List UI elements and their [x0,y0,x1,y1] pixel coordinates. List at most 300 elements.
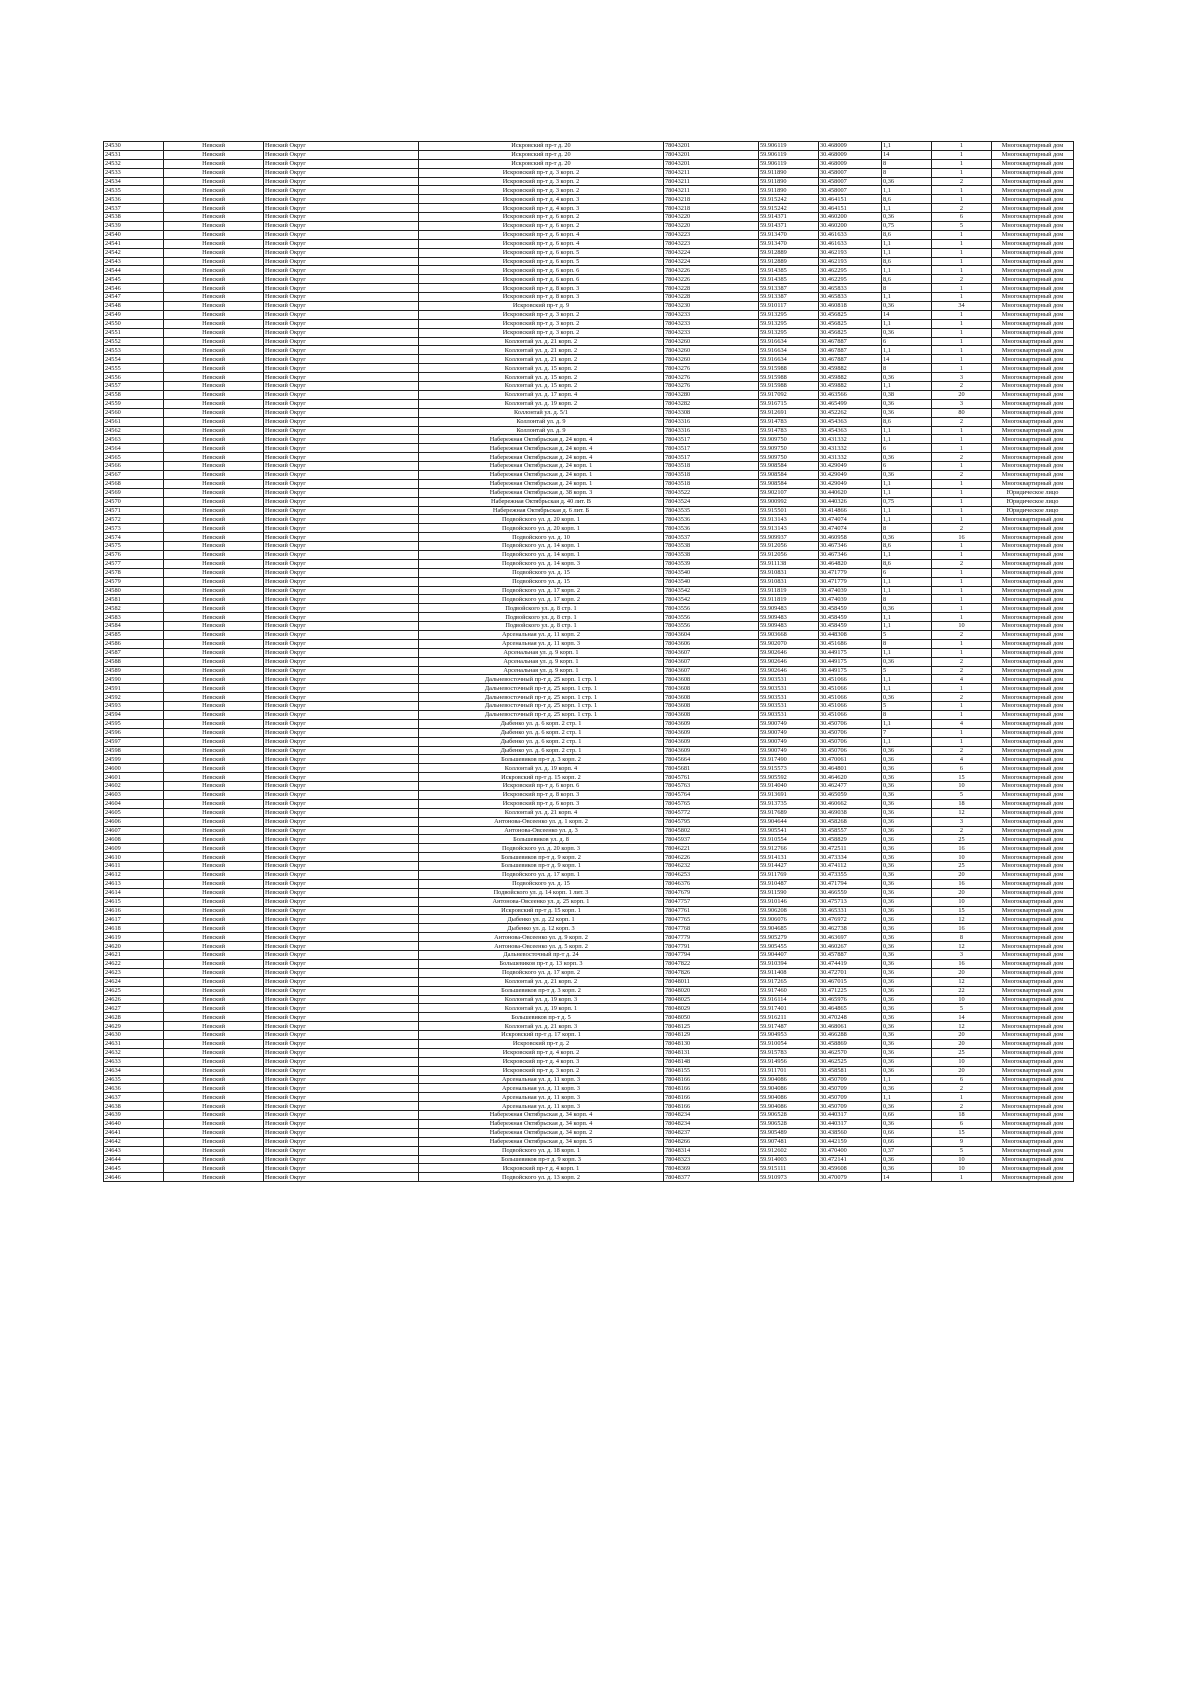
latitude-cell: 59.900749 [759,728,819,737]
container-count-cell: 8 [932,933,992,942]
row-number-cell: 24546 [104,284,164,293]
object-code-cell: 78048237 [664,1128,759,1137]
longitude-cell: 30.440317 [819,1119,882,1128]
container-count-cell: 4 [932,719,992,728]
address-cell: Арсенальная ул. д. 11 корп. 3 [419,1093,664,1102]
district-cell: Невский [164,648,264,657]
longitude-cell: 30.450706 [819,728,882,737]
object-code-cell: 78048131 [664,1048,759,1057]
object-code-cell: 78043538 [664,542,759,551]
object-code-cell: 78046226 [664,853,759,862]
row-number-cell: 24569 [104,488,164,497]
latitude-cell: 59.917092 [759,390,819,399]
row-number-cell: 24641 [104,1128,164,1137]
address-cell: Коллонтай ул. д. 21 корп. 2 [419,346,664,355]
container-count-cell: 2 [932,453,992,462]
row-number-cell: 24634 [104,1066,164,1075]
owner-type-cell: Многоквартирный дом [992,1048,1074,1057]
district-cell: Невский [164,826,264,835]
district-cell: Невский [164,595,264,604]
longitude-cell: 30.440317 [819,1111,882,1120]
owner-type-cell: Многоквартирный дом [992,310,1074,319]
table-row [104,293,1074,302]
table-row [104,1137,1074,1146]
table-row [104,302,1074,311]
latitude-cell: 59.906119 [759,159,819,168]
container-volume-cell: 8 [882,168,932,177]
table-row [104,1057,1074,1066]
district-cell: Невский [164,684,264,693]
latitude-cell: 59.910487 [759,879,819,888]
container-volume-cell: 0,36 [882,799,932,808]
container-volume-cell: 0,36 [882,1022,932,1031]
address-cell: Искровский пр-т д. 15 корп. 1 [419,906,664,915]
address-cell: Подвойского ул. д. 10 [419,533,664,542]
row-number-cell: 24567 [104,470,164,479]
latitude-cell: 59.905455 [759,942,819,951]
container-count-cell: 3 [932,399,992,408]
district-cell: Невский [164,853,264,862]
longitude-cell: 30.468061 [819,1022,882,1031]
latitude-cell: 59.904644 [759,817,819,826]
container-volume-cell: 0,36 [882,897,932,906]
longitude-cell: 30.456825 [819,328,882,337]
container-volume-cell: 0,36 [882,1057,932,1066]
object-code-cell: 78043522 [664,488,759,497]
district-cell: Невский [164,293,264,302]
table-row [104,897,1074,906]
longitude-cell: 30.458869 [819,1039,882,1048]
address-cell: Искровский пр-т д. 6 корп. 4 [419,230,664,239]
owner-type-cell: Многоквартирный дом [992,266,1074,275]
owner-type-cell: Многоквартирный дом [992,230,1074,239]
object-code-cell: 78043609 [664,746,759,755]
row-number-cell: 24611 [104,862,164,871]
container-volume-cell: 1,1 [882,550,932,559]
latitude-cell: 59.916114 [759,995,819,1004]
municipal-district-cell: Невский Округ [264,1057,419,1066]
row-number-cell: 24566 [104,462,164,471]
municipal-district-cell: Невский Округ [264,382,419,391]
address-cell: Искровский пр-т д. 15 корп. 2 [419,773,664,782]
municipal-district-cell: Невский Округ [264,746,419,755]
longitude-cell: 30.458459 [819,622,882,631]
district-cell: Невский [164,844,264,853]
address-cell: Искровский пр-т д. 8 корп. 3 [419,293,664,302]
table-row [104,630,1074,639]
row-number-cell: 24592 [104,693,164,702]
container-volume-cell: 0,36 [882,302,932,311]
longitude-cell: 30.449175 [819,657,882,666]
container-volume-cell: 0,36 [882,1004,932,1013]
object-code-cell: 78043537 [664,533,759,542]
owner-type-cell: Многоквартирный дом [992,959,1074,968]
municipal-district-cell: Невский Округ [264,764,419,773]
owner-type-cell: Многоквартирный дом [992,1128,1074,1137]
object-code-cell: 78043201 [664,159,759,168]
container-volume-cell: 0,36 [882,1031,932,1040]
container-volume-cell: 8,6 [882,195,932,204]
table-row [104,453,1074,462]
object-code-cell: 78046253 [664,871,759,880]
object-code-cell: 78047679 [664,888,759,897]
latitude-cell: 59.917490 [759,755,819,764]
container-volume-cell: 1,1 [882,293,932,302]
container-count-cell: 2 [932,1102,992,1111]
latitude-cell: 59.900749 [759,719,819,728]
container-count-cell: 1 [932,364,992,373]
owner-type-cell: Многоквартирный дом [992,1022,1074,1031]
longitude-cell: 30.474039 [819,595,882,604]
address-cell: Дальневосточный пр-т д. 25 корп. 1 стр. 1 [419,675,664,684]
row-number-cell: 24614 [104,888,164,897]
longitude-cell: 30.465059 [819,791,882,800]
address-cell: Дальневосточный пр-т д. 25 корп. 1 стр. 1 [419,702,664,711]
object-code-cell: 78047791 [664,942,759,951]
municipal-district-cell: Невский Округ [264,968,419,977]
district-cell: Невский [164,355,264,364]
owner-type-cell: Многоквартирный дом [992,577,1074,586]
municipal-district-cell: Невский Округ [264,604,419,613]
district-cell: Невский [164,666,264,675]
owner-type-cell: Многоквартирный дом [992,1111,1074,1120]
municipal-district-cell: Невский Округ [264,799,419,808]
latitude-cell: 59.916715 [759,399,819,408]
municipal-district-cell: Невский Округ [264,853,419,862]
row-number-cell: 24628 [104,1013,164,1022]
object-code-cell: 78043218 [664,195,759,204]
owner-type-cell: Юридическое лицо [992,497,1074,506]
municipal-district-cell: Невский Округ [264,284,419,293]
table-row [104,586,1074,595]
table-row [104,204,1074,213]
container-volume-cell: 0,36 [882,915,932,924]
latitude-cell: 59.916634 [759,346,819,355]
address-cell: Подвойского ул. д. 8 стр. 1 [419,622,664,631]
latitude-cell: 59.912766 [759,844,819,853]
address-cell: Дыбенко ул. д. 6 корп. 2 стр. 1 [419,746,664,755]
longitude-cell: 30.473334 [819,853,882,862]
container-count-cell: 4 [932,755,992,764]
owner-type-cell: Многоквартирный дом [992,168,1074,177]
municipal-district-cell: Невский Округ [264,871,419,880]
object-code-cell: 78047768 [664,924,759,933]
container-volume-cell: 0,36 [882,808,932,817]
latitude-cell: 59.913143 [759,515,819,524]
address-cell: Искровский пр-т д. 4 корп. 2 [419,1048,664,1057]
address-cell: Коллонтай ул. д. 9 [419,417,664,426]
container-volume-cell: 0,36 [882,453,932,462]
container-count-cell: 25 [932,1048,992,1057]
container-count-cell: 18 [932,1111,992,1120]
owner-type-cell: Многоквартирный дом [992,1057,1074,1066]
owner-type-cell: Многоквартирный дом [992,328,1074,337]
container-volume-cell: 0,36 [882,977,932,986]
owner-type-cell: Многоквартирный дом [992,630,1074,639]
owner-type-cell: Многоквартирный дом [992,382,1074,391]
longitude-cell: 30.450709 [819,1093,882,1102]
district-cell: Невский [164,159,264,168]
municipal-district-cell: Невский Округ [264,728,419,737]
row-number-cell: 24619 [104,933,164,942]
row-number-cell: 24638 [104,1102,164,1111]
address-cell: Подвойского ул. д. 14 корп. 1 лит. 3 [419,888,664,897]
address-cell: Арсенальная ул. д. 11 корп. 3 [419,639,664,648]
container-volume-cell: 0,36 [882,399,932,408]
owner-type-cell: Многоквартирный дом [992,195,1074,204]
owner-type-cell: Многоквартирный дом [992,977,1074,986]
address-cell: Коллонтай ул. д. 15 корп. 2 [419,373,664,382]
container-count-cell: 2 [932,657,992,666]
object-code-cell: 78043540 [664,568,759,577]
district-cell: Невский [164,417,264,426]
longitude-cell: 30.451066 [819,675,882,684]
object-code-cell: 78043228 [664,284,759,293]
latitude-cell: 59.917460 [759,986,819,995]
object-code-cell: 78043607 [664,666,759,675]
district-cell: Невский [164,310,264,319]
longitude-cell: 30.467887 [819,346,882,355]
address-cell: Подвойского ул. д. 8 стр. 1 [419,604,664,613]
object-code-cell: 78043276 [664,382,759,391]
object-code-cell: 78043308 [664,408,759,417]
row-number-cell: 24532 [104,159,164,168]
address-cell: Коллонтай ул. д. 19 корп. 1 [419,1004,664,1013]
address-cell: Набережная Октябрьская д. 40 лит. В [419,497,664,506]
latitude-cell: 59.914427 [759,862,819,871]
row-number-cell: 24565 [104,453,164,462]
container-volume-cell: 1,1 [882,622,932,631]
latitude-cell: 59.917401 [759,1004,819,1013]
object-code-cell: 78043316 [664,417,759,426]
longitude-cell: 30.440326 [819,497,882,506]
district-cell: Невский [164,1173,264,1182]
table-row [104,942,1074,951]
municipal-district-cell: Невский Округ [264,275,419,284]
municipal-district-cell: Невский Округ [264,550,419,559]
latitude-cell: 59.910554 [759,835,819,844]
container-count-cell: 2 [932,417,992,426]
table-row [104,684,1074,693]
address-cell: Большевиков пр-т д. 9 корп. 3 [419,1155,664,1164]
row-number-cell: 24538 [104,213,164,222]
longitude-cell: 30.454363 [819,426,882,435]
district-cell: Невский [164,639,264,648]
object-code-cell: 78048050 [664,1013,759,1022]
district-cell: Невский [164,835,264,844]
object-code-cell: 78043542 [664,595,759,604]
container-count-cell: 1 [932,684,992,693]
municipal-district-cell: Невский Округ [264,1146,419,1155]
row-number-cell: 24582 [104,604,164,613]
container-volume-cell: 0,36 [882,871,932,880]
container-count-cell: 1 [932,479,992,488]
container-count-cell: 2 [932,666,992,675]
longitude-cell: 30.450709 [819,1084,882,1093]
row-number-cell: 24596 [104,728,164,737]
container-volume-cell: 0,66 [882,1128,932,1137]
latitude-cell: 59.914385 [759,275,819,284]
latitude-cell: 59.902646 [759,666,819,675]
container-count-cell: 1 [932,1093,992,1102]
longitude-cell: 30.467887 [819,355,882,364]
object-code-cell: 78047761 [664,906,759,915]
container-count-cell: 12 [932,808,992,817]
longitude-cell: 30.458459 [819,604,882,613]
row-number-cell: 24531 [104,150,164,159]
longitude-cell: 30.464151 [819,204,882,213]
municipal-district-cell: Невский Округ [264,924,419,933]
row-number-cell: 24548 [104,302,164,311]
container-count-cell: 1 [932,1173,992,1182]
municipal-district-cell: Невский Округ [264,506,419,515]
owner-type-cell: Многоквартирный дом [992,782,1074,791]
container-count-cell: 1 [932,577,992,586]
owner-type-cell: Многоквартирный дом [992,435,1074,444]
container-volume-cell: 0,36 [882,968,932,977]
row-number-cell: 24608 [104,835,164,844]
container-volume-cell: 1,1 [882,142,932,151]
district-cell: Невский [164,897,264,906]
latitude-cell: 59.912056 [759,550,819,559]
container-volume-cell: 0,36 [882,1102,932,1111]
district-cell: Невский [164,657,264,666]
municipal-district-cell: Невский Округ [264,666,419,675]
address-cell: Искровский пр-т д. 4 корп. 3 [419,1057,664,1066]
row-number-cell: 24590 [104,675,164,684]
address-cell: Дыбенко ул. д. 6 корп. 2 стр. 1 [419,737,664,746]
latitude-cell: 59.911890 [759,177,819,186]
municipal-district-cell: Невский Округ [264,1102,419,1111]
object-code-cell: 78046376 [664,879,759,888]
latitude-cell: 59.913470 [759,230,819,239]
object-code-cell: 78043606 [664,639,759,648]
object-code-cell: 78043542 [664,586,759,595]
district-cell: Невский [164,222,264,231]
object-code-cell: 78043556 [664,604,759,613]
container-volume-cell: 1,1 [882,577,932,586]
longitude-cell: 30.460200 [819,222,882,231]
container-volume-cell: 1,1 [882,239,932,248]
owner-type-cell: Многоквартирный дом [992,479,1074,488]
table-row [104,1084,1074,1093]
table-row [104,844,1074,853]
table-row [104,1146,1074,1155]
container-count-cell: 12 [932,977,992,986]
row-number-cell: 24585 [104,630,164,639]
latitude-cell: 59.912691 [759,408,819,417]
district-cell: Невский [164,942,264,951]
object-code-cell: 78047757 [664,897,759,906]
latitude-cell: 59.916634 [759,337,819,346]
district-cell: Невский [164,719,264,728]
district-cell: Невский [164,257,264,266]
object-code-cell: 78043224 [664,248,759,257]
address-cell: Набережная Октябрьская д. 34 корп. 4 [419,1119,664,1128]
district-cell: Невский [164,533,264,542]
longitude-cell: 30.463566 [819,390,882,399]
latitude-cell: 59.911819 [759,586,819,595]
address-cell: Арсенальная ул. д. 9 корп. 1 [419,657,664,666]
table-row [104,550,1074,559]
table-row [104,906,1074,915]
container-count-cell: 10 [932,622,992,631]
container-volume-cell: 0,36 [882,1048,932,1057]
object-code-cell: 78043276 [664,373,759,382]
latitude-cell: 59.915111 [759,1164,819,1173]
longitude-cell: 30.442159 [819,1137,882,1146]
object-code-cell: 78047822 [664,959,759,968]
container-count-cell: 2 [932,177,992,186]
district-cell: Невский [164,195,264,204]
container-count-cell: 1 [932,711,992,720]
row-number-cell: 24544 [104,266,164,275]
object-code-cell: 78048314 [664,1146,759,1155]
container-count-cell: 10 [932,782,992,791]
district-cell: Невский [164,1119,264,1128]
row-number-cell: 24623 [104,968,164,977]
container-count-cell: 15 [932,906,992,915]
owner-type-cell: Многоквартирный дом [992,1084,1074,1093]
longitude-cell: 30.470400 [819,1146,882,1155]
district-cell: Невский [164,862,264,871]
longitude-cell: 30.458007 [819,186,882,195]
municipal-district-cell: Невский Округ [264,142,419,151]
table-row [104,533,1074,542]
address-cell: Антонова-Овсеенко ул. д. 9 корп. 2 [419,933,664,942]
latitude-cell: 59.903531 [759,675,819,684]
municipal-district-cell: Невский Округ [264,266,419,275]
container-volume-cell: 1,1 [882,426,932,435]
container-volume-cell: 0,36 [882,764,932,773]
table-row [104,817,1074,826]
longitude-cell: 30.458007 [819,168,882,177]
address-cell: Большевиков пр-т д. 13 корп. 3 [419,959,664,968]
municipal-district-cell: Невский Округ [264,1111,419,1120]
container-volume-cell: 0,36 [882,604,932,613]
container-count-cell: 1 [932,595,992,604]
object-code-cell: 78043517 [664,444,759,453]
object-code-cell: 78043211 [664,186,759,195]
district-cell: Невский [164,373,264,382]
longitude-cell: 30.451066 [819,684,882,693]
container-count-cell: 1 [932,435,992,444]
object-code-cell: 78045681 [664,764,759,773]
table-row [104,711,1074,720]
owner-type-cell: Многоквартирный дом [992,568,1074,577]
municipal-district-cell: Невский Округ [264,213,419,222]
longitude-cell: 30.466559 [819,888,882,897]
object-code-cell: 78043260 [664,337,759,346]
address-cell: Коллонтай ул. д. 21 корп. 2 [419,977,664,986]
container-volume-cell: 0,36 [882,746,932,755]
latitude-cell: 59.905279 [759,933,819,942]
district-cell: Невский [164,453,264,462]
container-count-cell: 2 [932,275,992,284]
municipal-district-cell: Невский Округ [264,817,419,826]
municipal-district-cell: Невский Округ [264,293,419,302]
municipal-district-cell: Невский Округ [264,337,419,346]
address-cell: Большевиков пр-т д. 5 [419,1013,664,1022]
object-code-cell: 78043538 [664,550,759,559]
address-cell: Набережная Октябрьская д. 6 лит. Б [419,506,664,515]
latitude-cell: 59.903531 [759,693,819,702]
container-count-cell: 1 [932,515,992,524]
latitude-cell: 59.914040 [759,782,819,791]
district-cell: Невский [164,1128,264,1137]
address-cell: Арсенальная ул. д. 11 корп. 3 [419,1102,664,1111]
container-count-cell: 1 [932,346,992,355]
